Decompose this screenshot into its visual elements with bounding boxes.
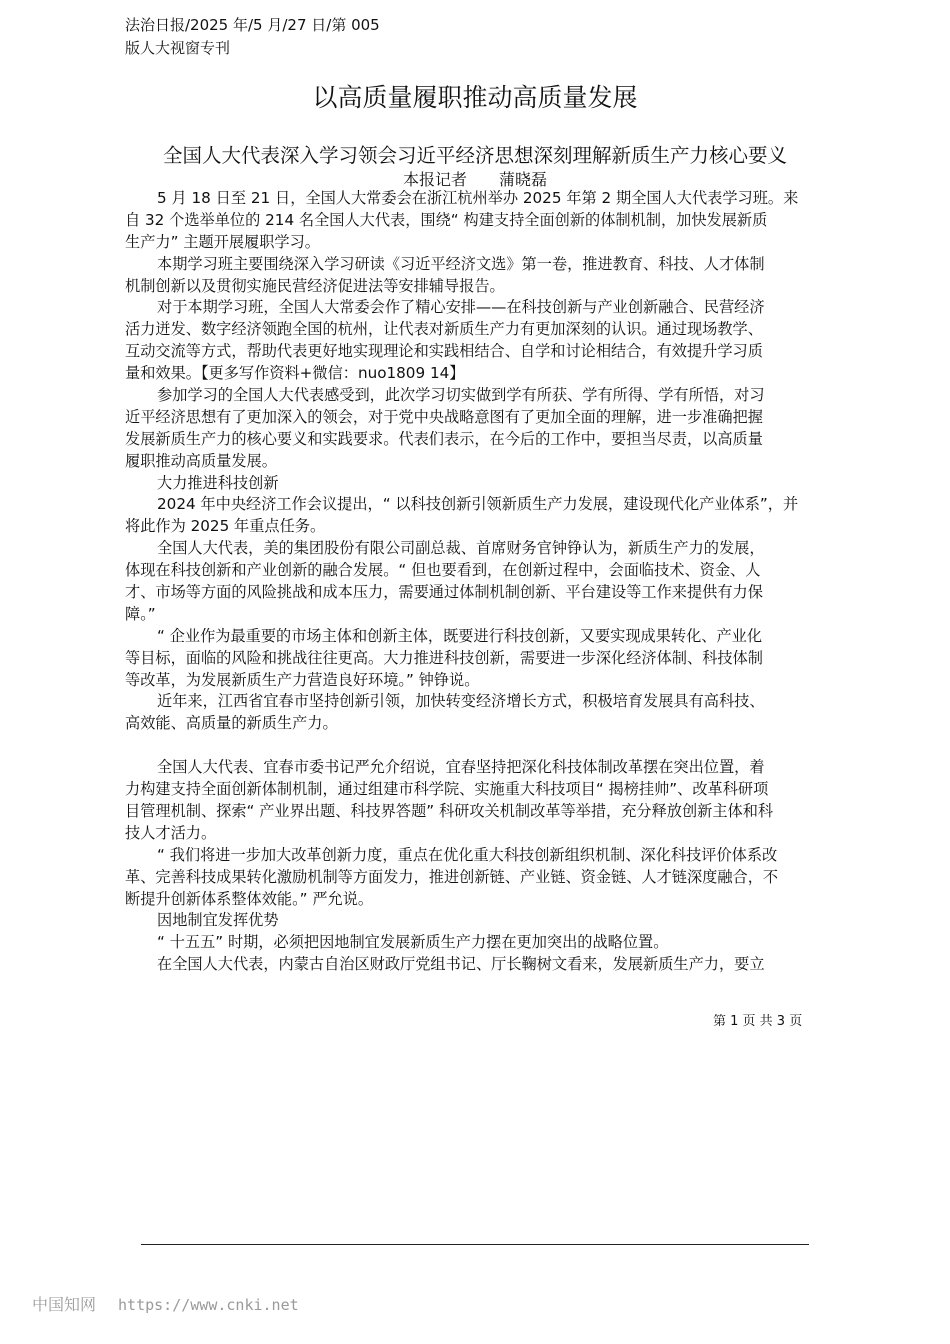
article-line: 障。” (125, 604, 156, 623)
article-title: 以高质量履职推动高质量发展 (312, 83, 638, 112)
article-line: 全国人大代表、宜春市委书记严允介绍说，宜春坚持把深化科技体制改革摆在突出位置，着 (157, 758, 765, 777)
article-line: 等改革，为发展新质生产力营造良好环境。” 钟铮说。 (125, 670, 480, 689)
cnki-watermark (32, 1294, 299, 1316)
newspaper-section-line: 版人大视窗专刊 (125, 39, 231, 57)
article-line: 对于本期学习班，全国人大常委会作了精心安排——在科技创新与产业创新融合、民营经济 (157, 298, 765, 317)
article-line: “ 十五五” 时期，必须把因地制宜发展新质生产力摆在更加突出的战略位置。 (157, 933, 669, 952)
article-line: 参加学习的全国人大代表感受到，此次学习切实做到学有所获、学有所得、学有所悟，对习 (157, 386, 765, 405)
article-line: 量和效果。【更多写作资料+微信：nuo1809 14】 (125, 364, 465, 383)
article-line: 机制创新以及贯彻实施民营经济促进法等安排辅导报告。 (125, 276, 505, 295)
article-line: 本期学习班主要围绕深入学习研读《习近平经济文选》第一卷，推进教育、科技、人才体制 (157, 254, 765, 273)
article-line: 生产力” 主题开展履职学习。 (125, 232, 320, 251)
watermark-name: 中国知网 (32, 1295, 97, 1314)
article-line: 活力迸发、数字经济领跑全国的杭州，让代表对新质生产力有更加深刻的认识。通过现场教学、 (125, 320, 763, 339)
article-byline: 本报记者 蒲晓磊 (402, 170, 547, 189)
article-line: 近平经济思想有了更加深入的领会，对于党中央战略意图有了更加全面的理解，进一步准确把握 (125, 407, 763, 426)
article-subtitle: 全国人大代表深入学习领会习近平经济思想深刻理解新质生产力核心要义 (162, 144, 787, 167)
article-line: 力构建支持全面创新体制机制，通过组建市科学院、实施重大科技项目“ 揭榜挂帅”、改革科研项 (125, 780, 769, 799)
article-line: 大力推进科技创新 (157, 473, 279, 492)
article-line: 目管理机制、探索“ 产业界出题、科技界答题” 科研攻关机制改革等举措，充分释放创新主体和科 (125, 801, 774, 820)
article-line: 发展新质生产力的核心要义和实践要求。代表们表示，在今后的工作中，要担当尽责，以高质量 (125, 429, 763, 448)
article-line: 才、市场等方面的风险挑战和成本压力，需要通过体制机制创新、平台建设等工作来提供有力保 (125, 583, 763, 602)
article-line: 技人才活力。 (125, 823, 217, 842)
article-line: 高效能、高质量的新质生产力。 (125, 714, 338, 733)
article-line: 革、完善科技成果转化激励机制等方面发力，推进创新链、产业链、资金链、人才链深度融合，不 (125, 867, 779, 886)
article-line: 体现在科技创新和产业创新的融合发展。“ 但也要看到，在创新过程中，会面临技术、资金、人 (125, 561, 761, 580)
article-line (125, 735, 837, 757)
article-line: 互动交流等方式，帮助代表更好地实现理论和实践相结合、自学和讨论相结合，有效提升学习质 (125, 342, 763, 361)
article-line: 因地制宜发挥优势 (157, 911, 279, 930)
article-line: 履职推动高质量发展。 (125, 451, 277, 470)
article-line: 自 32 个选举单位的 214 名全国人大代表，围绕“ 构建支持全面创新的体制机制，加快发展新质 (125, 210, 768, 229)
article-line: 5 月 18 日至 21 日，全国人大常委会在浙江杭州举办 2025 年第 2 期全国人大代表学习班。来 (157, 189, 799, 207)
article-line: 全国人大代表，美的集团股份有限公司副总裁、首席财务官钟铮认为，新质生产力的发展， (157, 539, 765, 558)
article-line: 断提升创新体系整体效能。” 严允说。 (125, 889, 374, 908)
article-line: 2024 年中央经济工作会议提出，“ 以科技创新引领新质生产力发展，建设现代化产业体系”，并 (157, 495, 799, 514)
article-line: “ 我们将进一步加大改革创新力度，重点在优化重大科技创新组织机制、深化科技评价体系改 (157, 845, 778, 864)
page-indicator: 第 1 页 共 3 页 (713, 1014, 803, 1029)
article-body (125, 188, 837, 976)
newspaper-source-line: 法治日报/2025 年/5 月/27 日/第 005 (125, 16, 380, 34)
article-line: 等目标，面临的风险和挑战往往更高。大力推进科技创新，需要进一步深化经济体制、科技体制 (125, 648, 763, 667)
article-line: 在全国人大代表，内蒙古自治区财政厅党组书记、厅长鞠树文看来，发展新质生产力，要立 (157, 955, 765, 974)
article-line: 将此作为 2025 年重点任务。 (125, 517, 326, 536)
article-line: 近年来，江西省宜春市坚持创新引领，加快转变经济增长方式，积极培育发展具有高科技、 (157, 692, 765, 711)
footer-divider (141, 1244, 809, 1245)
watermark-url[interactable]: https://www.cnki.net (118, 1296, 299, 1314)
article-line: “ 企业作为最重要的市场主体和创新主体，既要进行科技创新，又要实现成果转化、产业化 (157, 626, 763, 645)
